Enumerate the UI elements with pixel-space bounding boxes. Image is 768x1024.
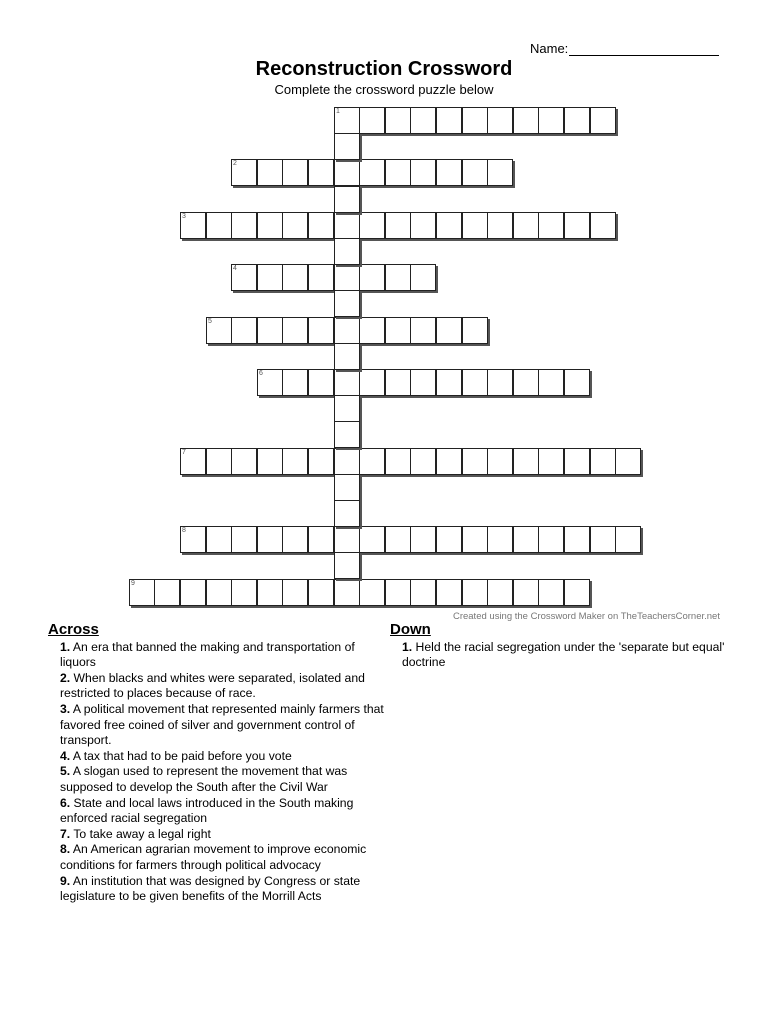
crossword-cell[interactable] xyxy=(462,579,488,606)
across-clue xyxy=(48,640,388,671)
crossword-cell[interactable] xyxy=(513,107,539,134)
down-clue xyxy=(390,640,730,671)
crossword-cell[interactable] xyxy=(538,579,564,606)
crossword-cell[interactable] xyxy=(513,448,539,475)
crossword-cell[interactable] xyxy=(282,448,308,475)
clue-text: State and local laws introduced in the South making enforced racial segregation xyxy=(60,795,354,826)
crossword-cell[interactable] xyxy=(487,448,513,475)
cell-number: 4 xyxy=(233,265,237,272)
crossword-cell[interactable] xyxy=(334,369,360,396)
crossword-cell[interactable] xyxy=(206,212,232,239)
crossword-cell[interactable] xyxy=(231,212,257,239)
clue-number: 7. xyxy=(60,826,71,841)
crossword-cell[interactable] xyxy=(282,526,308,553)
down-heading: Down xyxy=(390,621,431,638)
crossword-cell[interactable] xyxy=(334,317,360,344)
clue-text: An American agrarian movement to improve economic conditions for farmers through political advocacy xyxy=(60,842,367,872)
crossword-cell[interactable] xyxy=(231,264,257,291)
crossword-cell[interactable] xyxy=(257,159,283,186)
crossword-cell[interactable] xyxy=(590,107,616,134)
crossword-cell[interactable] xyxy=(359,579,385,606)
crossword-cell[interactable] xyxy=(206,448,232,475)
crossword-cell[interactable] xyxy=(334,212,360,239)
crossword-cell[interactable] xyxy=(564,212,590,239)
crossword-cell[interactable] xyxy=(385,159,411,186)
crossword-cell[interactable] xyxy=(462,212,488,239)
crossword-cell[interactable] xyxy=(206,317,232,344)
cell-number: 7 xyxy=(182,449,186,456)
crossword-cell[interactable] xyxy=(513,369,539,396)
crossword-cell[interactable] xyxy=(308,212,334,239)
crossword-cell[interactable] xyxy=(590,526,616,553)
crossword-cell[interactable] xyxy=(436,579,462,606)
crossword-cell[interactable] xyxy=(180,526,206,553)
cell-number: 9 xyxy=(131,580,135,587)
across-clue xyxy=(48,874,388,905)
name-label: Name: xyxy=(530,41,569,56)
crossword-cell[interactable] xyxy=(385,212,411,239)
across-clue xyxy=(48,702,388,749)
crossword-cell[interactable] xyxy=(462,159,488,186)
across-clues-column xyxy=(48,622,388,905)
cell-number: 5 xyxy=(208,318,212,325)
credit-text: Created using the Crossword Maker on TheTeachersCorner.net xyxy=(452,611,720,622)
crossword-cell[interactable] xyxy=(385,107,411,134)
across-clue xyxy=(48,827,388,843)
clue-number: 2. xyxy=(60,670,71,685)
crossword-cell[interactable] xyxy=(334,107,360,134)
crossword-cell[interactable] xyxy=(334,474,360,501)
crossword-cell[interactable] xyxy=(334,159,360,186)
crossword-cell[interactable] xyxy=(538,448,564,475)
across-heading: Across xyxy=(48,621,99,638)
crossword-cell[interactable] xyxy=(436,448,462,475)
crossword-cell[interactable] xyxy=(590,212,616,239)
crossword-cell[interactable] xyxy=(282,212,308,239)
clue-text: A political movement that represented mainly farmers that favored free coined of silver and government control of transport. xyxy=(60,701,384,748)
crossword-cell[interactable] xyxy=(334,421,360,448)
crossword-cell[interactable] xyxy=(436,317,462,344)
crossword-cell[interactable] xyxy=(334,448,360,475)
crossword-cell[interactable] xyxy=(308,369,334,396)
crossword-cell[interactable] xyxy=(462,369,488,396)
crossword-cell[interactable] xyxy=(257,579,283,606)
crossword-cell[interactable] xyxy=(410,369,436,396)
clue-text: An institution that was designed by Congress or state legislature to be given benefits of the Morrill Acts xyxy=(60,873,361,904)
crossword-cell[interactable] xyxy=(180,448,206,475)
crossword-cell[interactable] xyxy=(257,369,283,396)
across-clue xyxy=(48,842,388,873)
crossword-cell[interactable] xyxy=(308,264,334,291)
crossword-cell[interactable] xyxy=(257,264,283,291)
crossword-cell[interactable] xyxy=(282,159,308,186)
crossword-cell[interactable] xyxy=(513,526,539,553)
crossword-cell[interactable] xyxy=(334,500,360,527)
crossword-cell[interactable] xyxy=(410,317,436,344)
page-title: Reconstruction Crossword xyxy=(255,58,513,80)
clue-number: 8. xyxy=(60,842,71,857)
cell-number: 2 xyxy=(233,160,237,167)
crossword-cell[interactable] xyxy=(231,579,257,606)
clue-number: 6. xyxy=(60,795,71,810)
crossword-cell[interactable] xyxy=(282,264,308,291)
crossword-cell[interactable] xyxy=(180,579,206,606)
clue-number: 1. xyxy=(402,639,413,654)
crossword-cell[interactable] xyxy=(410,159,436,186)
crossword-cell[interactable] xyxy=(129,579,155,606)
crossword-cell[interactable] xyxy=(462,448,488,475)
crossword-cell[interactable] xyxy=(257,317,283,344)
crossword-cell[interactable] xyxy=(564,448,590,475)
crossword-cell[interactable] xyxy=(462,107,488,134)
crossword-cell[interactable] xyxy=(385,264,411,291)
across-clue xyxy=(48,764,388,795)
crossword-cell[interactable] xyxy=(231,526,257,553)
crossword-cell[interactable] xyxy=(487,107,513,134)
crossword-cell[interactable] xyxy=(615,448,641,475)
cell-number: 1 xyxy=(336,108,340,115)
crossword-cell[interactable] xyxy=(180,212,206,239)
crossword-cell[interactable] xyxy=(334,552,360,579)
crossword-cell[interactable] xyxy=(231,448,257,475)
clue-text: To take away a legal right xyxy=(70,826,211,841)
crossword-cell[interactable] xyxy=(334,238,360,265)
crossword-cell[interactable] xyxy=(359,526,385,553)
clue-number: 9. xyxy=(60,873,71,888)
crossword-cell[interactable] xyxy=(410,448,436,475)
crossword-cell[interactable] xyxy=(385,579,411,606)
cell-number: 3 xyxy=(182,213,186,220)
crossword-cell[interactable] xyxy=(385,448,411,475)
crossword-cell[interactable] xyxy=(564,579,590,606)
crossword-cell[interactable] xyxy=(359,317,385,344)
crossword-cell[interactable] xyxy=(564,526,590,553)
crossword-cell[interactable] xyxy=(487,159,513,186)
crossword-cell[interactable] xyxy=(308,448,334,475)
crossword-cell[interactable] xyxy=(538,369,564,396)
crossword-cell[interactable] xyxy=(436,526,462,553)
crossword-cell[interactable] xyxy=(231,159,257,186)
crossword-cell[interactable] xyxy=(282,579,308,606)
crossword-cell[interactable] xyxy=(462,526,488,553)
crossword-cell[interactable] xyxy=(334,526,360,553)
clue-number: 1. xyxy=(60,639,71,654)
crossword-cell[interactable] xyxy=(436,369,462,396)
crossword-cell[interactable] xyxy=(231,317,257,344)
crossword-cell[interactable] xyxy=(308,159,334,186)
crossword-cell[interactable] xyxy=(282,317,308,344)
crossword-cell[interactable] xyxy=(462,317,488,344)
crossword-cell[interactable] xyxy=(410,579,436,606)
crossword-cell[interactable] xyxy=(257,448,283,475)
crossword-cell[interactable] xyxy=(359,159,385,186)
crossword-cell[interactable] xyxy=(359,212,385,239)
crossword-cell[interactable] xyxy=(334,395,360,422)
clue-text: A slogan used to represent the movement that was supposed to develop the South after the Civil War xyxy=(60,764,348,794)
crossword-cell[interactable] xyxy=(538,526,564,553)
cell-number: 6 xyxy=(259,370,263,377)
crossword-cell[interactable] xyxy=(334,186,360,213)
clue-number: 4. xyxy=(60,748,71,763)
crossword-cell[interactable] xyxy=(436,159,462,186)
crossword-cell[interactable] xyxy=(564,369,590,396)
crossword-cell[interactable] xyxy=(206,579,232,606)
crossword-cell[interactable] xyxy=(590,448,616,475)
crossword-cell[interactable] xyxy=(282,369,308,396)
crossword-cell[interactable] xyxy=(513,579,539,606)
crossword-cell[interactable] xyxy=(385,317,411,344)
clue-text: A tax that had to be paid before you vote xyxy=(70,748,292,763)
crossword-cell[interactable] xyxy=(615,526,641,553)
across-clue xyxy=(48,671,388,702)
across-clue xyxy=(48,749,388,765)
crossword-cell[interactable] xyxy=(487,212,513,239)
crossword-cell[interactable] xyxy=(206,526,232,553)
crossword-cell[interactable] xyxy=(385,526,411,553)
crossword-cell[interactable] xyxy=(334,343,360,370)
crossword-cell[interactable] xyxy=(257,212,283,239)
cell-number: 8 xyxy=(182,527,186,534)
page-subtitle: Complete the crossword puzzle below xyxy=(274,82,494,97)
clue-text: When blacks and whites were separated, isolated and restricted to places because of race. xyxy=(60,670,365,701)
crossword-cell[interactable] xyxy=(487,579,513,606)
crossword-cell[interactable] xyxy=(359,369,385,396)
crossword-cell[interactable] xyxy=(436,212,462,239)
crossword-cell[interactable] xyxy=(487,369,513,396)
clue-text: An era that banned the making and transportation of liquors xyxy=(60,639,355,670)
crossword-cell[interactable] xyxy=(538,107,564,134)
crossword-cell[interactable] xyxy=(334,264,360,291)
crossword-cell[interactable] xyxy=(410,526,436,553)
crossword-cell[interactable] xyxy=(359,264,385,291)
crossword-cell[interactable] xyxy=(538,212,564,239)
crossword-cell[interactable] xyxy=(334,133,360,160)
clue-text: Held the racial segregation under the 'separate but equal' doctrine xyxy=(402,639,725,670)
crossword-cell[interactable] xyxy=(385,369,411,396)
crossword-cell[interactable] xyxy=(334,579,360,606)
crossword-cell[interactable] xyxy=(410,212,436,239)
crossword-cell[interactable] xyxy=(334,290,360,317)
crossword-cell[interactable] xyxy=(257,526,283,553)
crossword-cell[interactable] xyxy=(564,107,590,134)
clue-number: 5. xyxy=(60,764,71,779)
crossword-cell[interactable] xyxy=(410,107,436,134)
clue-number: 3. xyxy=(60,701,71,716)
across-clue xyxy=(48,796,388,827)
crossword-cell[interactable] xyxy=(487,526,513,553)
crossword-cell[interactable] xyxy=(308,579,334,606)
crossword-cell[interactable] xyxy=(359,448,385,475)
crossword-cell[interactable] xyxy=(308,317,334,344)
crossword-cell[interactable] xyxy=(436,107,462,134)
down-clues-column xyxy=(390,622,730,671)
crossword-cell[interactable] xyxy=(513,212,539,239)
crossword-cell[interactable] xyxy=(154,579,180,606)
crossword-cell[interactable] xyxy=(410,264,436,291)
crossword-cell[interactable] xyxy=(359,107,385,134)
crossword-cell[interactable] xyxy=(308,526,334,553)
